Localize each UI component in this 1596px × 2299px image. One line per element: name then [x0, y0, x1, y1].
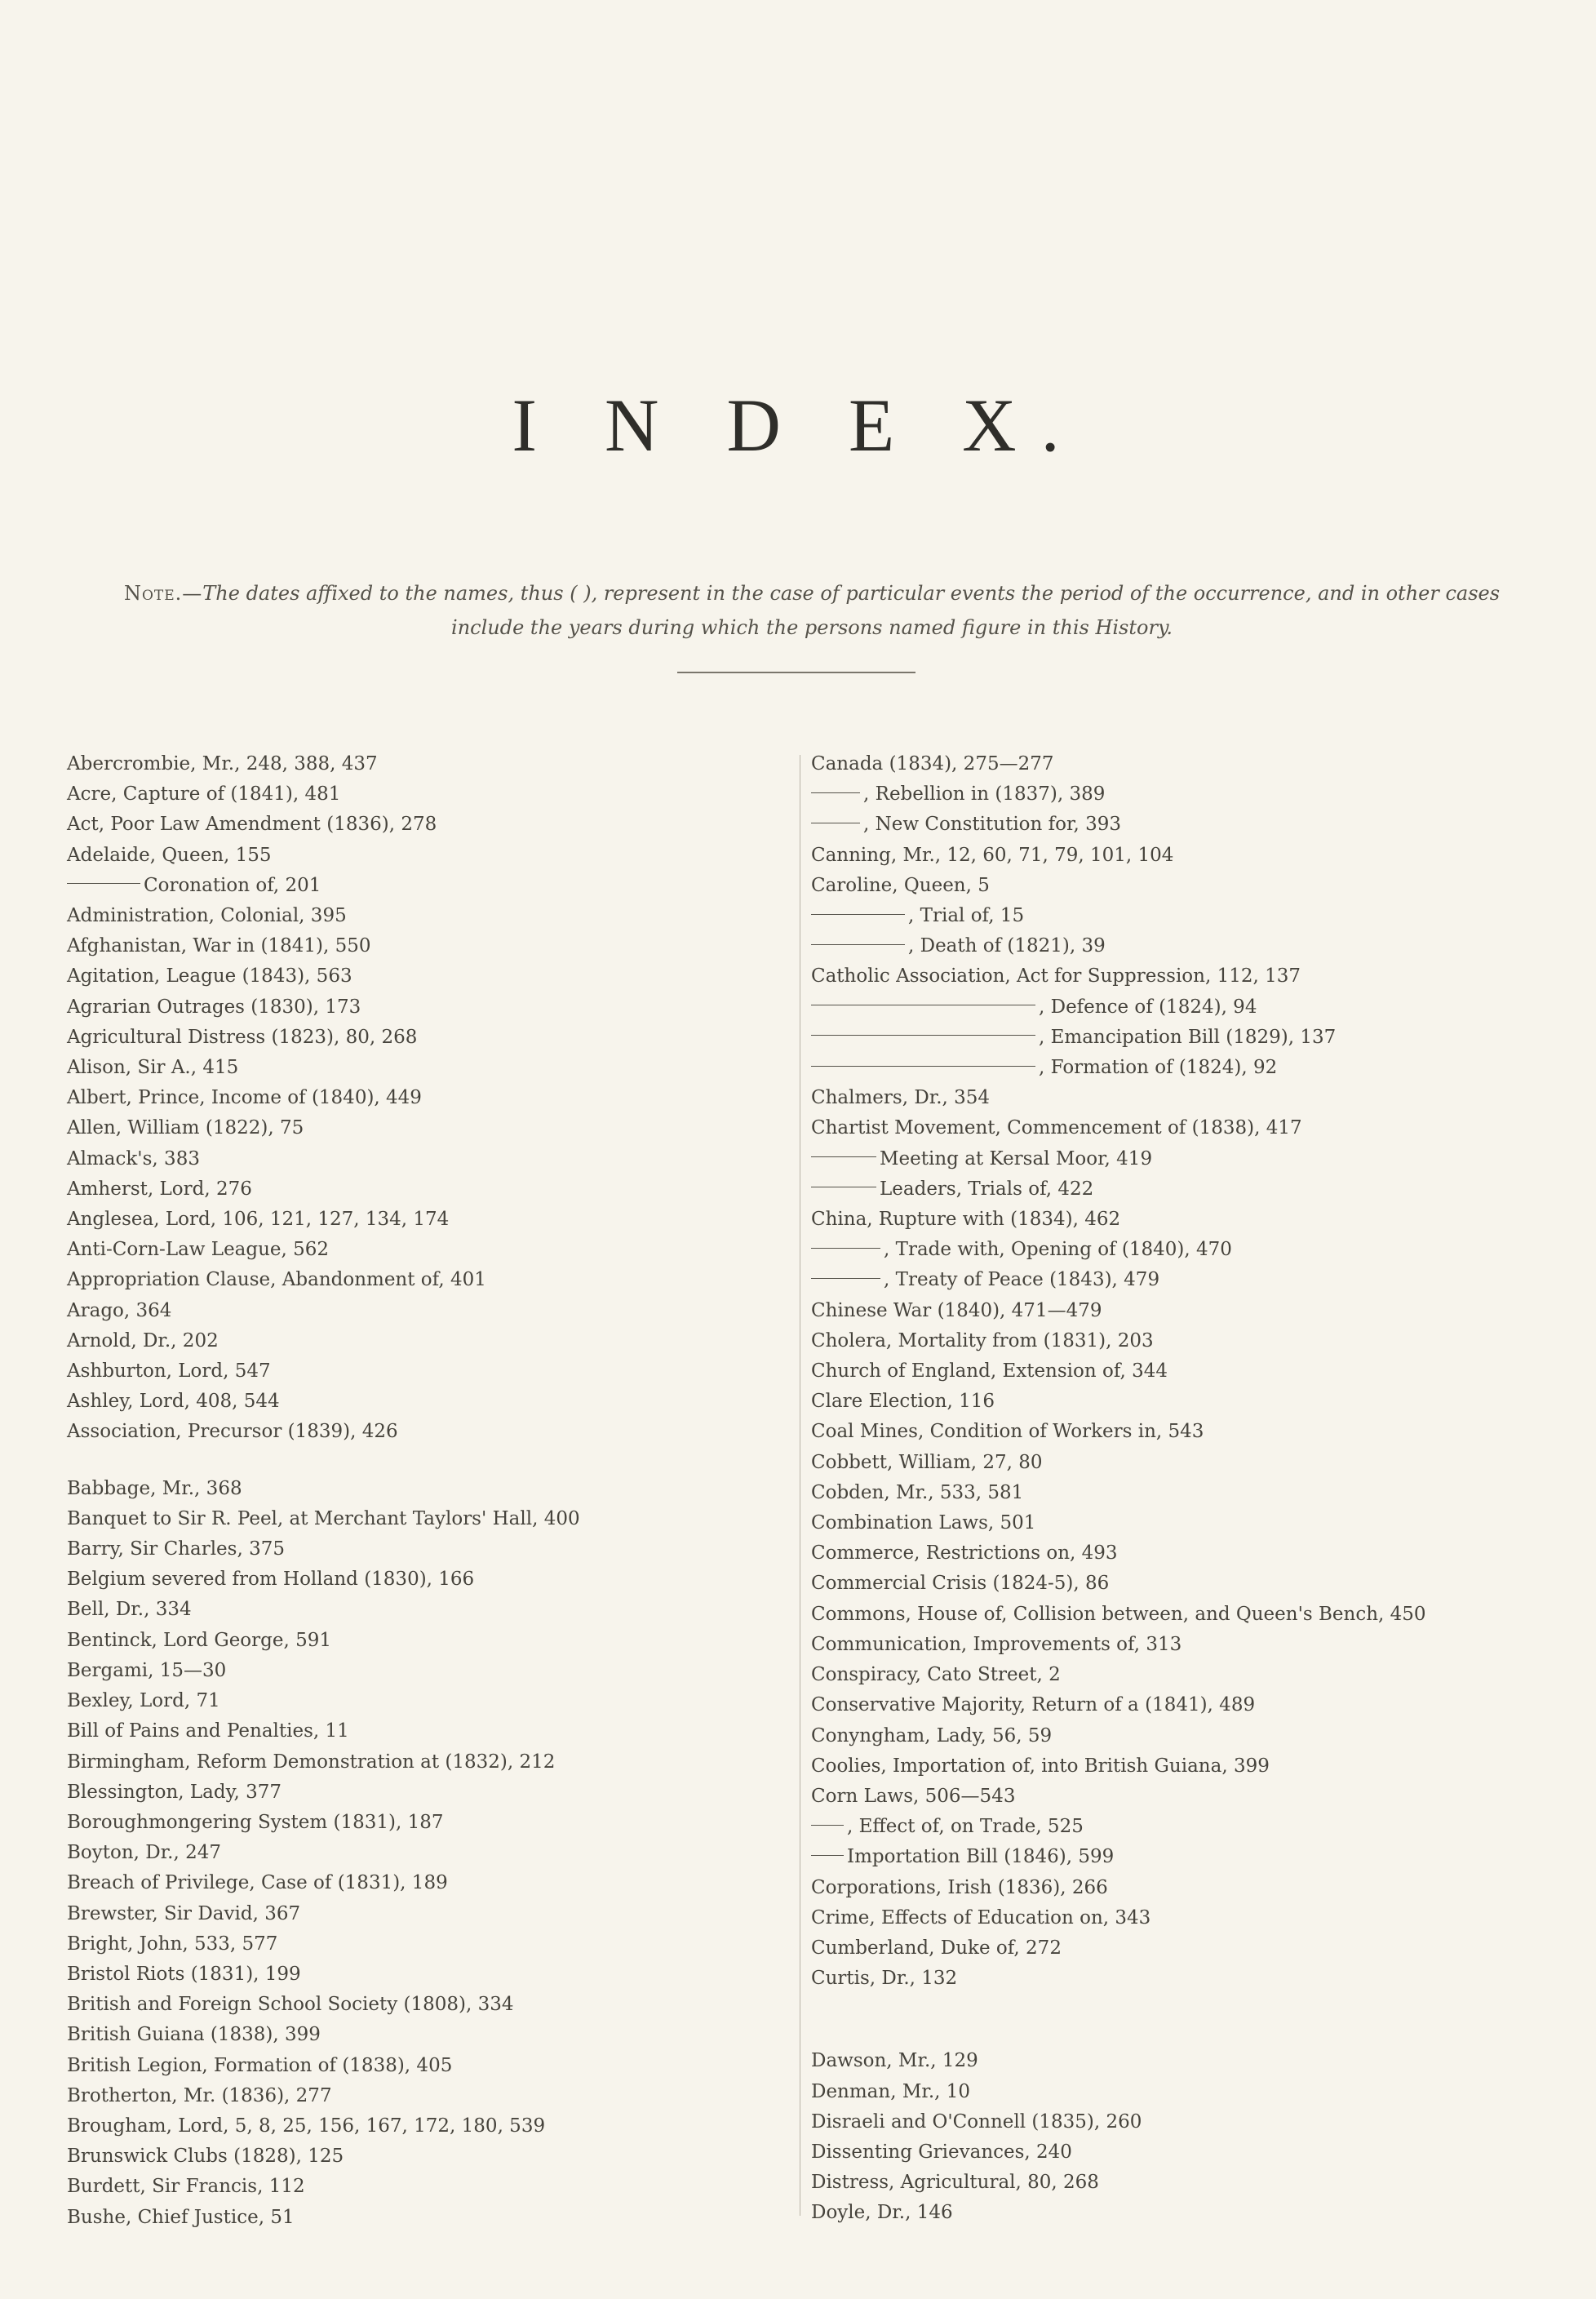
index-entry [811, 901, 1578, 931]
index-entry-text: China, Rupture with (1834), 462 [811, 1209, 1121, 1231]
index-entry [67, 1868, 785, 1898]
index-entry [67, 1053, 785, 1083]
index-entry-text: Bright, John, 533, 577 [67, 1933, 278, 1955]
index-entry [67, 901, 785, 931]
index-entry [67, 1205, 785, 1235]
index-entry-text: Babbage, Mr., 368 [67, 1477, 242, 1499]
ditto-dash [811, 944, 905, 945]
index-entry [67, 841, 785, 871]
index-entry [67, 1808, 785, 1838]
index-entry-text: Bill of Pains and Penalties, 11 [67, 1720, 349, 1742]
index-entry [67, 1959, 785, 1990]
index-entry-text: Ashley, Lord, 408, 544 [67, 1391, 280, 1413]
index-entry-text: Bristol Riots (1831), 199 [67, 1963, 301, 1985]
index-entry-text: Association, Precursor (1839), 426 [67, 1421, 398, 1443]
index-entry [67, 2051, 785, 2081]
index-entry-text: Conspiracy, Cato Street, 2 [811, 1664, 1061, 1686]
index-entry-text: Albert, Prince, Income of (1840), 449 [67, 1087, 422, 1109]
index-entry-text: Catholic Association, Act for Suppression, 112, 137 [811, 965, 1301, 988]
index-entry [811, 1873, 1578, 1903]
index-entry-text: Adelaide, Queen, 155 [67, 844, 272, 866]
ditto-dash [811, 914, 905, 915]
index-entry [811, 2046, 1578, 2076]
index-entry-text: , Formation of (1824), 92 [1039, 1057, 1278, 1079]
index-entry-text: Dawson, Mr., 129 [811, 2050, 978, 2072]
index-entry-text: , Trial of, 15 [908, 905, 1025, 927]
index-entry [67, 779, 785, 810]
index-entry-text: Banquet to Sir R. Peel, at Merchant Taylors' Hall, 400 [67, 1507, 580, 1529]
index-entry [811, 1326, 1578, 1356]
index-entry [811, 1569, 1578, 1599]
index-entry-text: Agrarian Outrages (1830), 173 [67, 996, 361, 1018]
index-entry-text: Leaders, Trials of, 422 [880, 1178, 1094, 1200]
index-entry [67, 1387, 785, 1417]
ditto-dash [811, 1248, 880, 1249]
index-entry [67, 2020, 785, 2050]
index-entry-text: Crime, Effects of Education on, 343 [811, 1906, 1151, 1928]
index-entry-text: British Guiana (1838), 399 [67, 2024, 321, 2046]
index-entry [67, 1417, 785, 1447]
index-entry [67, 1113, 785, 1143]
index-entry [67, 1656, 785, 1686]
index-entry [811, 1083, 1578, 1113]
index-entry-text: , Defence of (1824), 94 [1039, 996, 1257, 1018]
index-entry-text: Birmingham, Reform Demonstration at (1832), 212 [67, 1751, 556, 1773]
index-entry [811, 841, 1578, 871]
index-entry-text: Combination Laws, 501 [811, 1512, 1036, 1534]
index-entry [811, 749, 1578, 779]
index-entry-text: Boyton, Dr., 247 [67, 1842, 222, 1864]
index-entry-text: Arago, 364 [67, 1299, 172, 1321]
index-entry [811, 1387, 1578, 1417]
index-entry-text: Anti-Corn-Law League, 562 [67, 1239, 330, 1261]
index-entry-text: Bergami, 15—30 [67, 1659, 227, 1681]
index-entry [67, 992, 785, 1023]
index-entry-text: , Rebellion in (1837), 389 [863, 783, 1106, 806]
index-entry-text: Distress, Agricultural, 80, 268 [811, 2172, 1099, 2194]
index-entry [811, 1265, 1578, 1295]
index-entry-text: Cumberland, Duke of, 272 [811, 1937, 1062, 1959]
ditto-dash [67, 883, 140, 884]
index-entry [67, 1990, 785, 2020]
index-entry-text: Disraeli and O'Connell (1835), 260 [811, 2110, 1142, 2133]
index-entry-text: Afghanistan, War in (1841), 550 [67, 935, 371, 957]
index-entry-text: Coolies, Importation of, into British Guiana, 399 [811, 1755, 1270, 1777]
ditto-dash [811, 1855, 844, 1856]
index-entry-text: , Emancipation Bill (1829), 137 [1039, 1026, 1337, 1048]
index-entry [811, 931, 1578, 961]
index-entry [67, 1778, 785, 1808]
index-entry [67, 1686, 785, 1716]
index-entry-text: Bell, Dr., 334 [67, 1599, 192, 1621]
index-entry [811, 1842, 1578, 1872]
index-entry-text: Blessington, Lady, 377 [67, 1781, 282, 1803]
index-entry-text: Brewster, Sir David, 367 [67, 1902, 301, 1924]
index-entry-text: Commons, House of, Collision between, and Queen's Bench, 450 [811, 1603, 1426, 1625]
index-entry [67, 1564, 785, 1595]
index-entry-text: Conservative Majority, Return of a (1841), 489 [811, 1694, 1256, 1716]
index-entry-text: Curtis, Dr., 132 [811, 1968, 958, 1990]
index-entry [811, 1933, 1578, 1964]
index-entry-text: Allen, William (1822), 75 [67, 1117, 304, 1139]
index-entry-text: , New Constitution for, 393 [863, 814, 1121, 836]
index-entry [67, 1174, 785, 1205]
index-entry-text: Agitation, League (1843), 563 [67, 965, 352, 988]
index-entry [67, 1023, 785, 1053]
index-entry-text: Church of England, Extension of, 344 [811, 1360, 1168, 1383]
index-entry-text: Bexley, Lord, 71 [67, 1690, 220, 1712]
note-label: Note.— [123, 582, 203, 605]
index-entry-text: Conyngham, Lady, 56, 59 [811, 1724, 1053, 1746]
index-entry [67, 1534, 785, 1564]
index-entry-text: Barry, Sir Charles, 375 [67, 1538, 285, 1560]
index-entry [67, 1929, 785, 1959]
index-entry [811, 992, 1578, 1023]
index-entry [811, 1144, 1578, 1174]
index-entry [67, 749, 785, 779]
index-entry-text: Cobden, Mr., 533, 581 [811, 1481, 1024, 1503]
index-entry-text: Doyle, Dr., 146 [811, 2202, 953, 2224]
index-entry [811, 1721, 1578, 1751]
index-entry-text: Caroline, Queen, 5 [811, 874, 990, 896]
index-entry [811, 2168, 1578, 2198]
index-entry-text: Agricultural Distress (1823), 80, 268 [67, 1026, 418, 1048]
section-spacer [811, 2020, 1578, 2046]
index-entry-text: Commerce, Restrictions on, 493 [811, 1542, 1118, 1564]
index-entry [67, 810, 785, 840]
ditto-dash [811, 792, 860, 793]
index-entry-text: Chartist Movement, Commencement of (1838), 417 [811, 1117, 1302, 1139]
index-entry [811, 1660, 1578, 1690]
ditto-dash [811, 1035, 1035, 1036]
index-entry [811, 1508, 1578, 1538]
ditto-dash [811, 1156, 876, 1157]
title-rule [677, 672, 915, 673]
index-entry-text: Brougham, Lord, 5, 8, 25, 156, 167, 172, 180, 539 [67, 2115, 546, 2137]
index-entry [811, 1113, 1578, 1143]
index-entry [67, 1716, 785, 1746]
index-entry [811, 810, 1578, 840]
ditto-dash [811, 1278, 880, 1279]
index-entry-text: Abercrombie, Mr., 248, 388, 437 [67, 753, 378, 774]
index-entry-text: Brunswick Clubs (1828), 125 [67, 2146, 344, 2168]
index-column-right [808, 749, 1578, 2229]
index-entry-text: , Trade with, Opening of (1840), 470 [884, 1239, 1232, 1261]
index-entry-text: Communication, Improvements of, 313 [811, 1633, 1182, 1655]
index-entry [67, 1083, 785, 1113]
index-entry [811, 1205, 1578, 1235]
index-entry-text: Belgium severed from Holland (1830), 166 [67, 1569, 475, 1591]
index-entry-text: , Treaty of Peace (1843), 479 [884, 1269, 1160, 1291]
index-entry [67, 1356, 785, 1387]
index-entry-text: British Legion, Formation of (1838), 405 [67, 2054, 453, 2076]
index-entry [811, 2137, 1578, 2168]
index-entry [811, 1448, 1578, 1478]
index-entry [811, 1235, 1578, 1265]
index-entry-text: Amherst, Lord, 276 [67, 1178, 252, 1200]
index-entry-text: Coronation of, 201 [144, 874, 321, 896]
index-entry [811, 1053, 1578, 1083]
index-entry [811, 2107, 1578, 2137]
index-entry-text: Denman, Mr., 10 [811, 2080, 971, 2102]
editorial-note [122, 576, 1501, 645]
index-entry [67, 2111, 785, 2141]
index-entry [67, 1899, 785, 1929]
index-entry [67, 1265, 785, 1295]
ditto-dash [811, 1825, 844, 1826]
index-entry-text: Anglesea, Lord, 106, 121, 127, 134, 174 [67, 1209, 450, 1231]
index-entry-text: Commercial Crisis (1824-5), 86 [811, 1573, 1110, 1595]
index-entry-text: Act, Poor Law Amendment (1836), 278 [67, 814, 437, 836]
index-entry-text: British and Foreign School Society (1808), 334 [67, 1994, 514, 2016]
section-spacer [811, 1994, 1578, 2020]
index-entry [811, 1812, 1578, 1842]
index-entry [811, 1538, 1578, 1569]
index-entry [67, 2081, 785, 2111]
index-entry-text: Bentinck, Lord George, 591 [67, 1629, 332, 1651]
index-entry-text: Meeting at Kersal Moor, 419 [880, 1147, 1153, 1169]
index-entry [67, 1296, 785, 1326]
index-entry [67, 2172, 785, 2202]
index-entry-text: Importation Bill (1846), 599 [847, 1846, 1115, 1868]
index-entry [811, 961, 1578, 992]
index-entry-text: Acre, Capture of (1841), 481 [67, 783, 341, 806]
index-entry [67, 1626, 785, 1656]
index-entry [811, 1023, 1578, 1053]
index-entry-text: Corporations, Irish (1836), 266 [811, 1876, 1108, 1898]
index-entry [811, 1751, 1578, 1782]
index-entry-text: Brotherton, Mr. (1836), 277 [67, 2084, 332, 2106]
index-entry [67, 1326, 785, 1356]
index-entry-text: Boroughmongering System (1831), 187 [67, 1811, 444, 1833]
page-title: I N D E X. [512, 384, 1084, 467]
index-entry-text: Breach of Privilege, Case of (1831), 189 [67, 1872, 448, 1894]
index-entry-text: Clare Election, 116 [811, 1391, 995, 1413]
index-entry [67, 1595, 785, 1625]
section-spacer [67, 1448, 785, 1474]
index-entry-text: Canning, Mr., 12, 60, 71, 79, 101, 104 [811, 844, 1174, 866]
index-entry [811, 2198, 1578, 2228]
index-entry-text: Cobbett, William, 27, 80 [811, 1451, 1043, 1473]
index-entry [67, 2203, 785, 2233]
index-entry [811, 2077, 1578, 2107]
index-entry-text: , Death of (1821), 39 [908, 935, 1106, 957]
index-entry-text: Dissenting Grievances, 240 [811, 2141, 1072, 2163]
index-entry [811, 1478, 1578, 1508]
index-entry-text: Chalmers, Dr., 354 [811, 1087, 991, 1109]
index-column-left [67, 749, 785, 2233]
index-entry-text: Arnold, Dr., 202 [67, 1329, 219, 1351]
index-entry-text: Corn Laws, 506—543 [811, 1785, 1016, 1807]
index-entry [67, 1838, 785, 1868]
index-entry-text: , Effect of, on Trade, 525 [847, 1816, 1084, 1838]
index-entry [811, 1782, 1578, 1812]
index-entry [67, 961, 785, 992]
index-entry-text: Alison, Sir A., 415 [67, 1057, 239, 1079]
index-entry [811, 1903, 1578, 1933]
index-entry-text: Burdett, Sir Francis, 112 [67, 2176, 305, 2198]
index-entry-text: Almack's, 383 [67, 1147, 200, 1169]
index-entry [67, 1504, 785, 1534]
index-entry-text: Chinese War (1840), 471—479 [811, 1299, 1102, 1321]
note-text: The dates affixed to the names, thus ( ), represent in the case of particular events the period of the occurrence, and in other cases include the years during which the persons named figure in this History. [202, 582, 1501, 639]
index-entry [811, 1174, 1578, 1205]
index-entry [811, 1630, 1578, 1660]
index-entry [811, 1964, 1578, 1994]
index-entry [67, 871, 785, 901]
index-entry [67, 1235, 785, 1265]
index-entry [67, 931, 785, 961]
index-entry-text: Bushe, Chief Justice, 51 [67, 2206, 295, 2228]
index-entry-text: Cholera, Mortality from (1831), 203 [811, 1329, 1154, 1351]
index-entry [811, 1417, 1578, 1447]
index-entry-text: Coal Mines, Condition of Workers in, 543 [811, 1421, 1204, 1443]
index-entry [811, 871, 1578, 901]
index-entry-text: Ashburton, Lord, 547 [67, 1360, 271, 1383]
index-entry [67, 1747, 785, 1778]
index-entry [811, 1690, 1578, 1720]
index-entry-text: Administration, Colonial, 395 [67, 905, 347, 927]
index-entry [67, 1144, 785, 1174]
ditto-dash [811, 1066, 1035, 1067]
index-entry [811, 779, 1578, 810]
index-entry [67, 1474, 785, 1504]
index-entry [811, 1600, 1578, 1630]
index-entry-text: Canada (1834), 275—277 [811, 753, 1054, 774]
index-entry [67, 2141, 785, 2172]
index-entry [811, 1356, 1578, 1387]
index-entry [811, 1296, 1578, 1326]
index-entry-text: Appropriation Clause, Abandonment of, 401 [67, 1269, 486, 1291]
